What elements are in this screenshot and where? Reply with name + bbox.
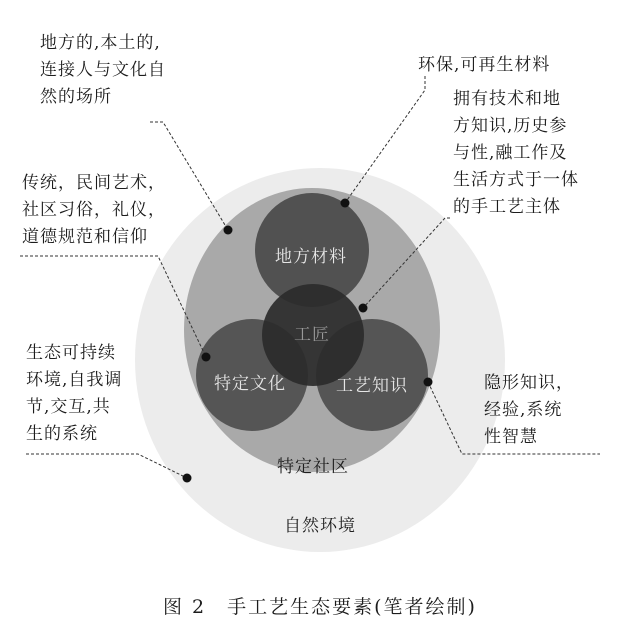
craft-knowledge-label: 工艺知识 [336, 376, 408, 396]
specific-culture-label: 特定文化 [214, 374, 286, 394]
annotation-craftsman: 拥有技术和地 方知识,历史参 与性,融工作及 生活方式于一体 的手工艺主体 [453, 89, 579, 217]
leader-dot-culture [202, 353, 211, 362]
craftsman-label: 工匠 [294, 325, 330, 345]
annotation-knowledge: 隐形知识， 经验,系统 性智慧 [484, 373, 574, 447]
leader-dot-ecosystem [183, 474, 192, 483]
leader-dot-knowledge [424, 378, 433, 387]
annotation-culture: 传统，民间艺术， 社区习俗，礼仪， 道德规范和信仰 [22, 173, 166, 247]
figure-caption: 图 2 手工艺生态要素(笔者绘制) [163, 596, 477, 618]
leader-dot-craftsman [359, 304, 368, 313]
annotation-ecosystem: 生态可持续 环境,自我调 节,交互,共 生的系统 [26, 343, 123, 444]
natural-environment-label: 自然环境 [284, 516, 356, 536]
leader-dot-place [224, 226, 233, 235]
annotation-place: 地方的,本土的, 连接人与文化自 然的场所 [40, 33, 166, 107]
specific-community-label: 特定社区 [277, 457, 349, 477]
leader-dot-materials [341, 199, 350, 208]
annotation-materials: 环保,可再生材料 [418, 55, 551, 75]
local-materials-label: 地方材料 [275, 247, 347, 267]
